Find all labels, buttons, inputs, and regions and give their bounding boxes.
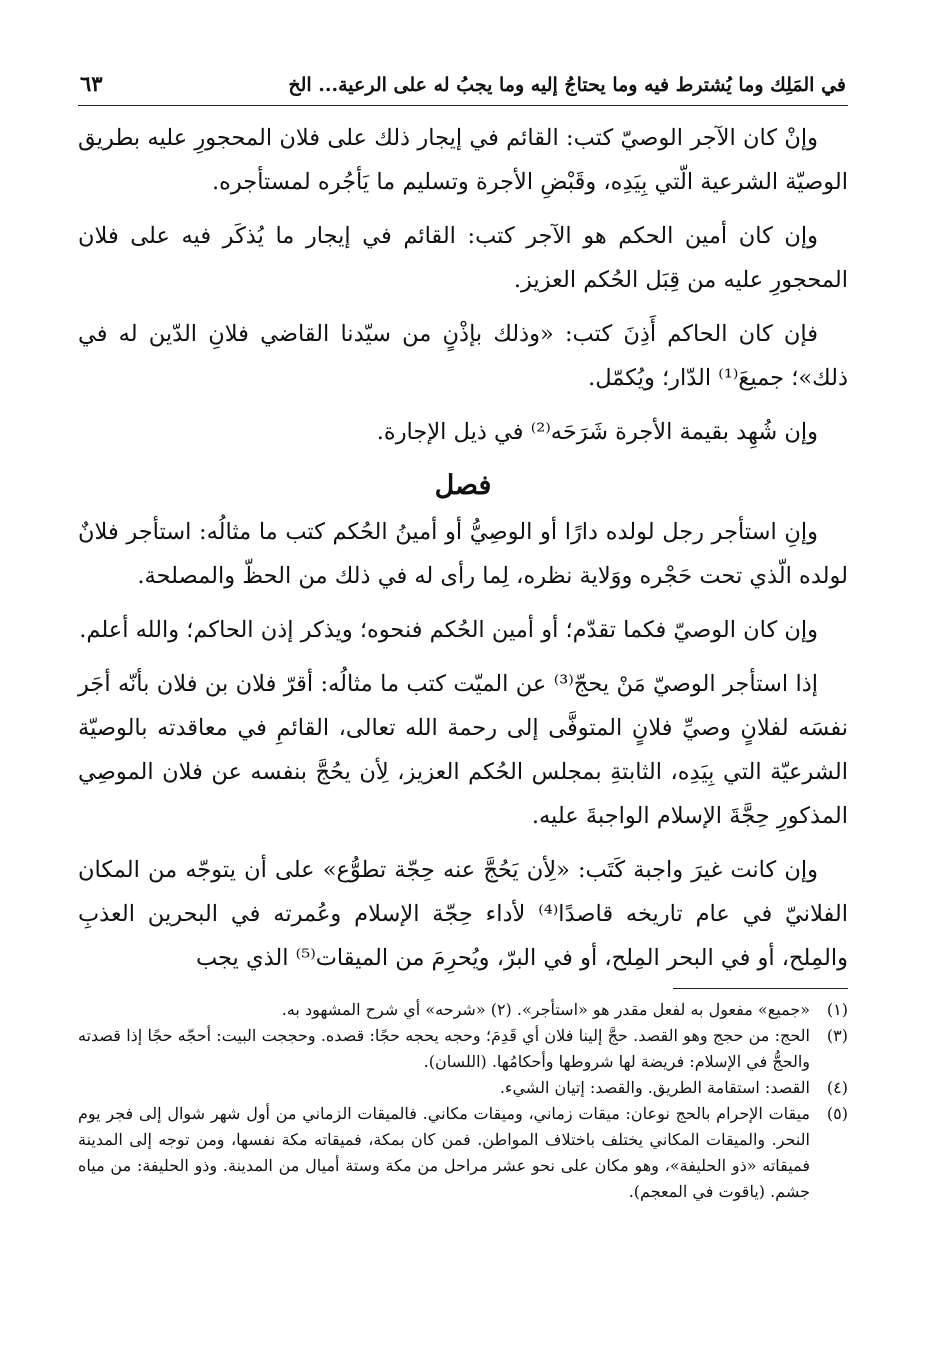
book-page	[78, 68, 848, 1205]
paragraph: فإن كان الحاكم أَذِنَ كتب: «وذلك بإذْنٍ من سيّدنا القاضي فلانِ الدّين له في ذلك»؛ جميعَ⁽¹⁾ الدّار؛ ويُكمّل.	[78, 321, 848, 391]
paragraph: وإن شُهِد بقيمة الأجرة شَرَحَه⁽²⁾ في ذيل الإجارة.	[376, 419, 818, 445]
footnote-separator	[673, 988, 848, 989]
footnotes	[78, 997, 848, 1205]
running-header	[78, 68, 848, 106]
paragraph: وإن كان أمين الحكم هو الآجر كتب: القائم في إيجار ما يُذكَر فيه على فلان المحجورِ عليه من قِبَل الحُكم العزيز.	[78, 223, 848, 293]
paragraph: إذا استأجر الوصيّ مَنْ يحجّ⁽³⁾ عن الميّت كتب ما مثالُه: أقرّ فلان بن فلان بأنّه أجَر نفسَه لفلانٍ وصيِّ فلانٍ المتوفَّى إلى رحمة الله تعالى، القائمِ في معاقدته بالوصيّة الشرعيّة التي بِيَدِه، الثابتةِ بمجلس الحُكم العزيز، لِأن يحُجَّ بنفسه عن فلان الموصِي المذكورِ حِجَّةَ الإسلام الواجبةَ عليه.	[78, 671, 848, 829]
footnote	[78, 997, 848, 1023]
footnote-text: الحج: من حجج وهو القصد. حجَّ إلينا فلان أي قَدِمَ؛ وحجه يحجه حجًا: قصده. وحججت البيت: أحجّه حجًا إذا قصدته والحجُّ في الإسلام: فريضة لها شروطها وأحكامُها. (اللسان).	[78, 1026, 810, 1071]
footnote-text: «جميع» مفعول به لفعل مقدر هو «استأجر». (٢) «شرحه» أي شرح المشهود به.	[281, 1000, 810, 1019]
main-text	[78, 116, 848, 980]
footnote	[78, 1023, 848, 1075]
footnote-text: القصد: استقامة الطريق. والقصد: إتيان الشيء.	[499, 1078, 810, 1097]
footnote-number: (١)	[826, 1000, 848, 1019]
footnote-number: (٣)	[826, 1026, 848, 1045]
paragraph: وإن كان الوصيّ فكما تقدّم؛ أو أمين الحُكم فنحوه؛ ويذكر إذن الحاكم؛ والله أعلم.	[79, 617, 818, 643]
paragraph: وإنِ استأجر رجل لولده دارًا أو الوصِيُّ أو أمينُ الحُكم كتب ما مثالُه: استأجر فلانٌ لولده الّذي تحت حَجْره ووَلاية نظره، لِما رأى له في ذلك من الحظّ والمصلحة.	[78, 519, 848, 589]
running-title: في المَلِك وما يُشترط فيه وما يحتاجُ إليه وما يجبُ له على الرعية... الخ	[288, 74, 846, 96]
paragraph: وإنْ كان الآجر الوصيّ كتب: القائم في إيجار ذلك على فلان المحجورِ عليه بطريق الوصيّة الشرعية الّتي بِيَدِه، وقَبْضِ الأجرة وتسليم ما يَأجُره لمستأجره.	[78, 125, 848, 195]
paragraph: وإن كانت غيرَ واجبة كَتَب: «لِأن يَحُجَّ عنه حِجّة تطوُّع» على أن يتوجّه من المكان الفلانيّ في عام تاريخه قاصدًا⁽⁴⁾ لأداء حِجّة الإسلام وعُمرته في البحرين العذبِ والمِلح، أو في البحر المِلح، أو في البرّ، ويُحرِمَ من الميقات⁽⁵⁾ الذي يجب	[78, 857, 848, 971]
section-heading: فصل	[434, 470, 492, 501]
footnote	[78, 1101, 848, 1205]
footnote-text: ميقات الإحرام بالحج نوعان: ميقات زماني، وميقات مكاني. فالميقات الزماني من أول شهر شوال إلى فجر يوم النحر. والميقات المكاني يختلف باختلاف المواطن. فمن كان بمكة، فميقاته مكة نفسها، ومن توجه إلى المدينة فميقاته «ذو الحليفة»، وهو مكان على نحو عشر مراحل من مكة وستة أميال من المدينة. وذو الحليفة: من مياه جشم. (ياقوت في المعجم).	[78, 1104, 810, 1201]
footnote-number: (٥)	[826, 1104, 848, 1123]
page-number: ٦٣	[80, 71, 103, 96]
footnote-number: (٤)	[826, 1078, 848, 1097]
footnote	[78, 1075, 848, 1101]
